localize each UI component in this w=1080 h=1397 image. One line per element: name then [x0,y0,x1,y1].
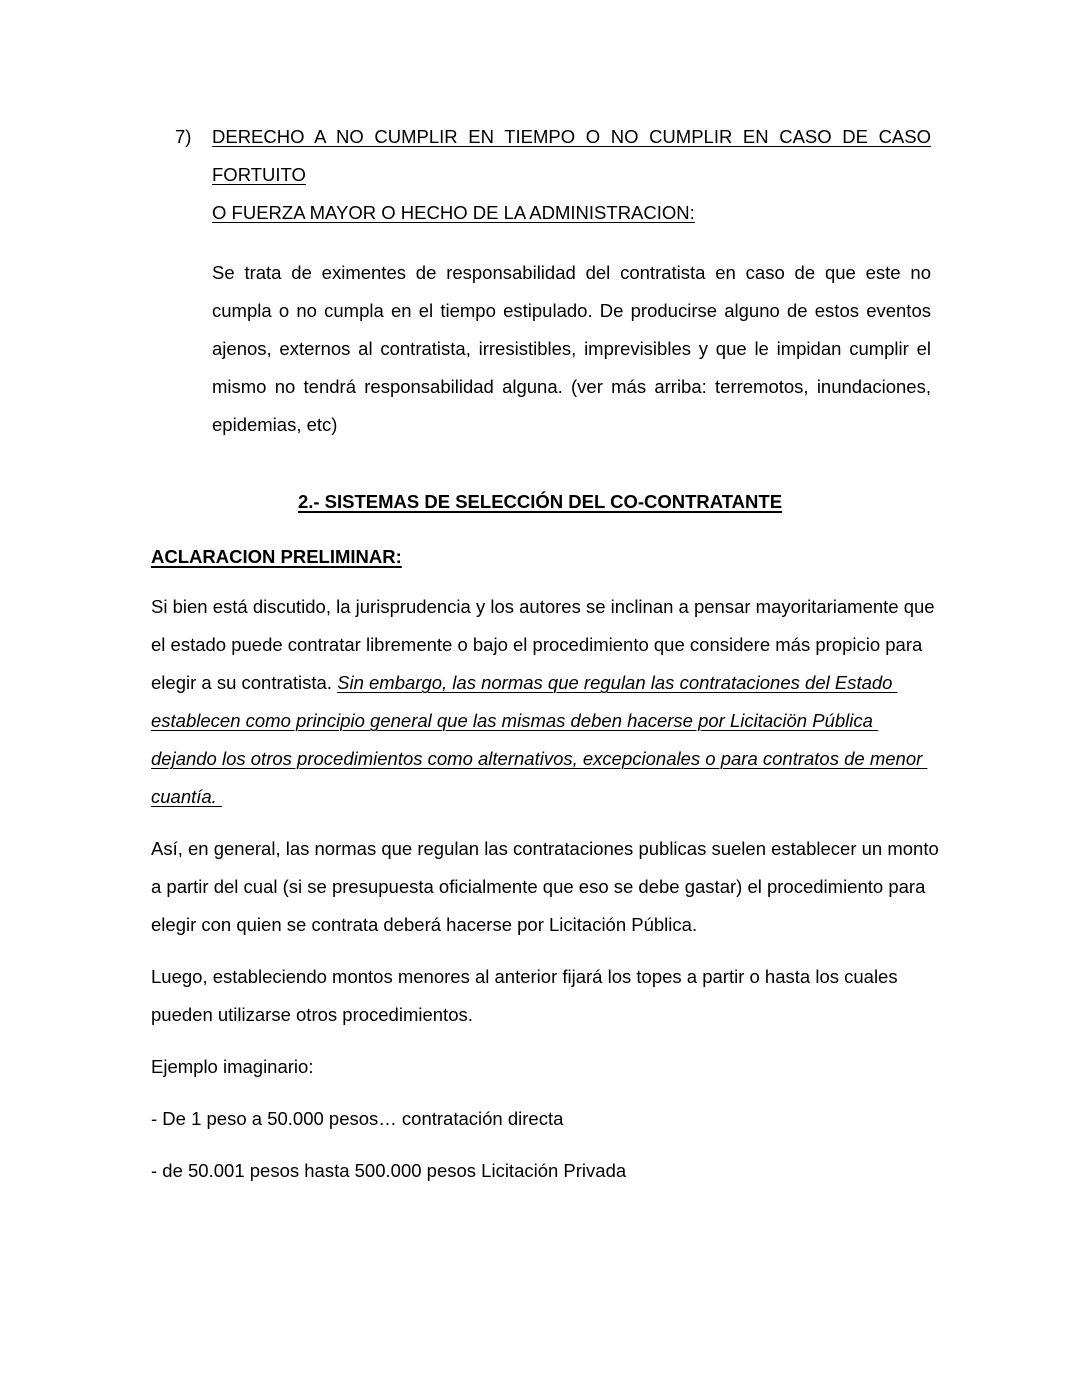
document-body-column [151,538,941,1204]
aclaracion-preliminar-heading-text: ACLARACION PRELIMINAR: [151,546,402,567]
section-7-body-paragraph: Se trata de eximentes de responsabilidad del contratista en caso de que este no cumpla o no cumpla en el tiempo estipulado. De producirse alguno de estos eventos ajenos, externos al contratista, irresistibles, imprevisibles y que le impidan cumplir el mismo no tendrá responsabilidad alguna. (ver más arriba: terremotos, inundaciones, epidemias, etc) [212,262,931,435]
section-2-title-text: 2.- SISTEMAS DE SELECCIÓN DEL CO-CONTRATANTE [297,491,783,512]
aclaracion-paragraph-1-plain: Si bien está discutido, la jurisprudencia y los autores se inclinan a pensar mayoritariamente que el estado puede contratar libremente o bajo el procedimiento que considere más propicio para elegir a su contratista. [151,596,935,693]
example-label: Ejemplo imaginario: [151,1056,314,1077]
aclaracion-paragraph-1-emphasis: Sin embargo, las normas que regulan las contrataciones del Estado establecen como principio general que las mismas deben hacerse por Licitaciön Pública dejando los otros procedimientos como alternativos, excepcionales o para contratos de menor cuantía. [151,672,928,807]
section-2-title [0,487,1080,517]
numbered-section-7 [175,118,931,463]
aclaracion-paragraph-1 [151,588,941,816]
numbered-heading-row [175,118,931,232]
aclaracion-paragraph-3: Luego, estableciendo montos menores al anterior fijará los topes a partir o hasta los cuales pueden utilizarse otros procedimientos. [151,966,898,1025]
example-item-2: - de 50.001 pesos hasta 500.000 pesos Licitación Privada [151,1160,627,1181]
section-7-heading [212,118,931,232]
section-7-heading-line-1: DERECHO A NO CUMPLIR EN TIEMPO O NO CUMPLIR EN CASO DE CASO FORTUITO [212,126,931,185]
aclaracion-paragraph-2: Así, en general, las normas que regulan las contrataciones publicas suelen establecer un monto a partir del cual (si se presupuesta oficialmente que eso se debe gastar) el procedimiento para elegir con quien se contrata deberá hacerse por Licitación Pública. [151,838,939,935]
list-marker-7: 7) [175,126,192,147]
section-7-heading-line-2: O FUERZA MAYOR O HECHO DE LA ADMINISTRACION: [212,202,695,223]
aclaracion-preliminar-heading [151,538,941,576]
example-item-1: - De 1 peso a 50.000 pesos… contratación directa [151,1108,564,1129]
